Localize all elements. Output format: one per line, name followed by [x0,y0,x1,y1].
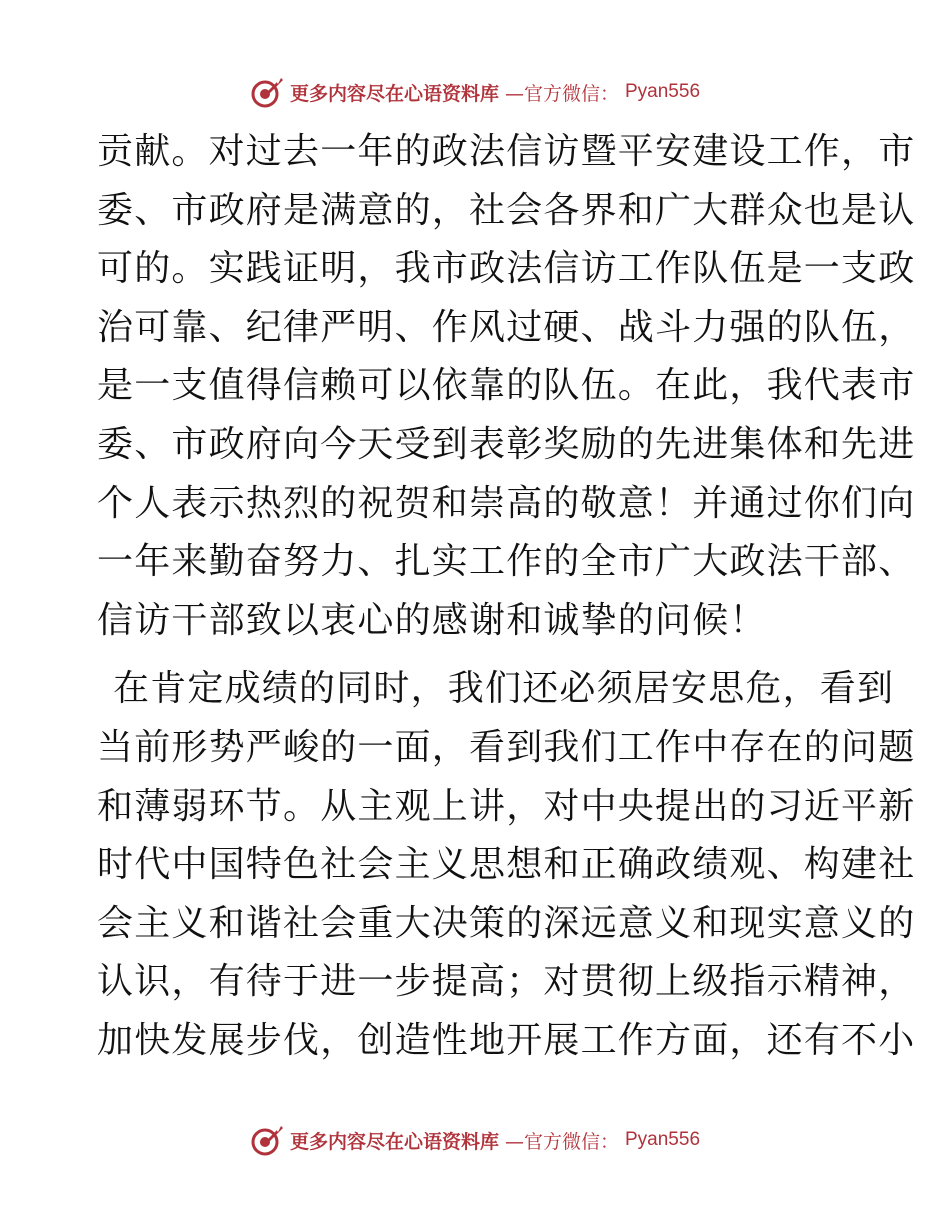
watermark-title: 更多内容尽在心语资料库 [289,82,499,105]
quill-logo-icon [250,75,284,109]
text-line: 时代中国特色社会主义思想和正确政绩观、构建社 [97,844,916,886]
text-line: 和薄弱环节。从主观上讲，对中央提出的习近平新 [97,785,916,827]
text-line: 认识，有待于进一步提高；对贯彻上级指示精神， [97,961,916,1003]
text-line: 会主义和谐社会重大决策的深远意义和现实意义的 [97,902,916,944]
text-line: 可的。实践证明，我市政法信访工作队伍是一支政 [97,248,916,290]
text-line: 信访干部致以衷心的感谢和诚挚的问候！ [97,599,767,641]
footer-watermark [0,1120,950,1160]
text-line: 在肯定成绩的同时，我们还必须居安思危，看到 [113,668,895,710]
text-line: 一年来勤奋努力、扎实工作的全市广大政法干部、 [97,541,916,583]
text-line: 当前形势严峻的一面，看到我们工作中存在的问题 [97,726,916,768]
watermark-separator: —官方微信： [504,1130,619,1153]
text-line: 加快发展步伐，创造性地开展工作方面，还有不小 [97,1019,916,1061]
paragraph-1 [97,123,916,650]
text-line: 委、市政府是满意的，社会各界和广大群众也是认 [97,189,916,231]
watermark-wechat-id: Pyan556 [625,81,701,102]
watermark-separator: —官方微信： [504,82,619,105]
document-body [97,123,916,1071]
text-line: 治可靠、纪律严明、作风过硬、战斗力强的队伍， [97,306,916,348]
text-line: 是一支值得信赖可以依靠的队伍。在此，我代表市 [97,365,916,407]
text-line: 贡献。对过去一年的政法信访暨平安建设工作，市 [97,131,916,172]
quill-logo-icon [250,1123,284,1157]
text-line: 个人表示热烈的祝贺和崇高的敬意！并通过你们向 [97,482,916,524]
watermark-title: 更多内容尽在心语资料库 [289,1130,499,1153]
text-line: 委、市政府向今天受到表彰奖励的先进集体和先进 [97,423,916,465]
paragraph-2 [97,660,916,1070]
paragraph-spacer [97,650,857,660]
watermark-wechat-id: Pyan556 [625,1129,701,1150]
header-watermark [0,72,950,112]
